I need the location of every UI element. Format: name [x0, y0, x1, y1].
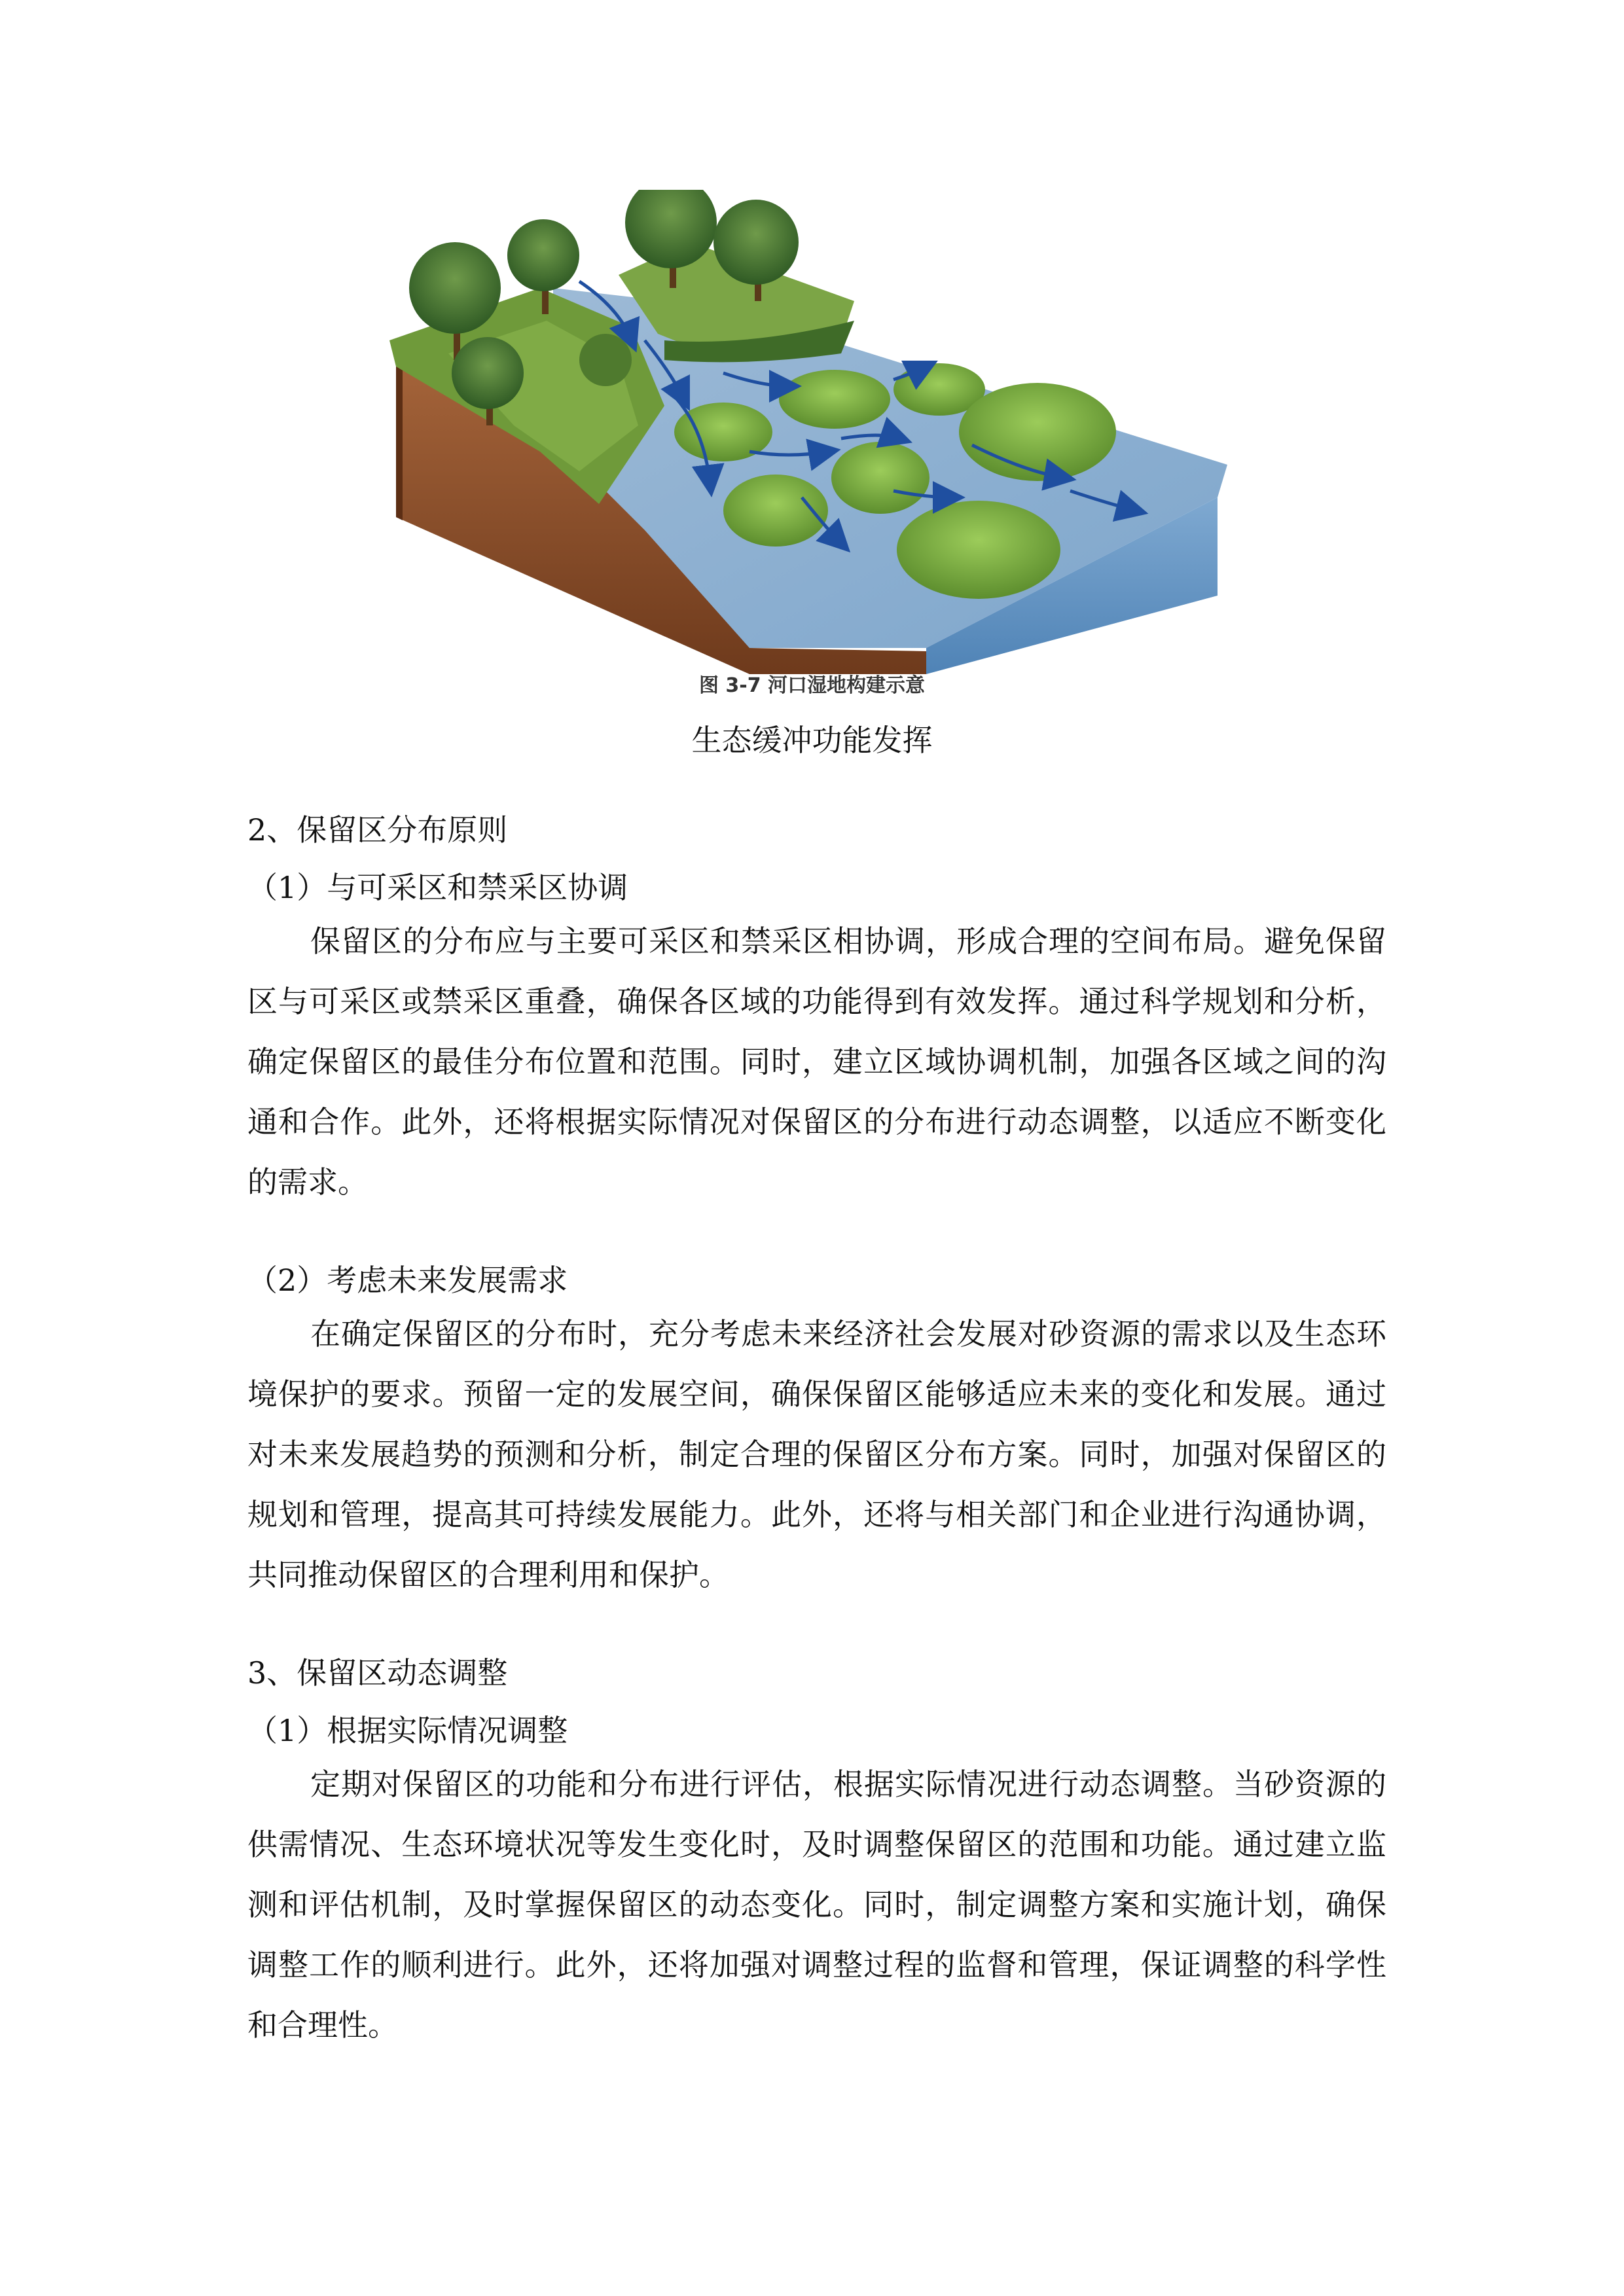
- subsection-title: （2）考虑未来发展需求: [247, 1263, 568, 1298]
- page-subtitle: 生态缓冲功能发挥: [691, 723, 933, 758]
- subsection-title: （1）与可采区和禁采区协调: [247, 870, 628, 905]
- section-heading: 3、保留区动态调整: [247, 1655, 508, 1691]
- estuary-wetland-illustration-icon: [383, 190, 1234, 674]
- figure-caption: 图 3-7 河口湿地构建示意: [698, 674, 926, 697]
- paragraph: 保留区的分布应与主要可采区和禁采区相协调，形成合理的空间布局。避免保留区与可采区或禁采区重叠，确保各区域的功能得到有效发挥。通过科学规划和分析，确定保留区的最佳分布位置和范围。同时，建立区域协调机制，加强各区域之间的沟通和合作。此外，还将根据实际情况对保留区的分布进行动态调整，以适应不断变化的需求。: [247, 924, 1386, 1200]
- subsection-title: （1）根据实际情况调整: [247, 1713, 568, 1748]
- paragraph: 在确定保留区的分布时，充分考虑未来经济社会发展对砂资源的需求以及生态环境保护的要求。预留一定的发展空间，确保保留区能够适应未来的变化和发展。通过对未来发展趋势的预测和分析，制定合理的保留区分布方案。同时，加强对保留区的规划和管理，提高其可持续发展能力。此外，还将与相关部门和企业进行沟通协调，共同推动保留区的合理利用和保护。: [247, 1316, 1386, 1592]
- section-heading: 2、保留区分布原则: [247, 812, 508, 848]
- paragraph: 定期对保留区的功能和分布进行评估，根据实际情况进行动态调整。当砂资源的供需情况、生态环境状况等发生变化时，及时调整保留区的范围和功能。通过建立监测和评估机制，及时掌握保留区的动态变化。同时，制定调整方案和实施计划，确保调整工作的顺利进行。此外，还将加强对调整过程的监督和管理，保证调整的科学性和合理性。: [247, 1767, 1386, 2043]
- estuary-wetland-figure: [383, 190, 1234, 674]
